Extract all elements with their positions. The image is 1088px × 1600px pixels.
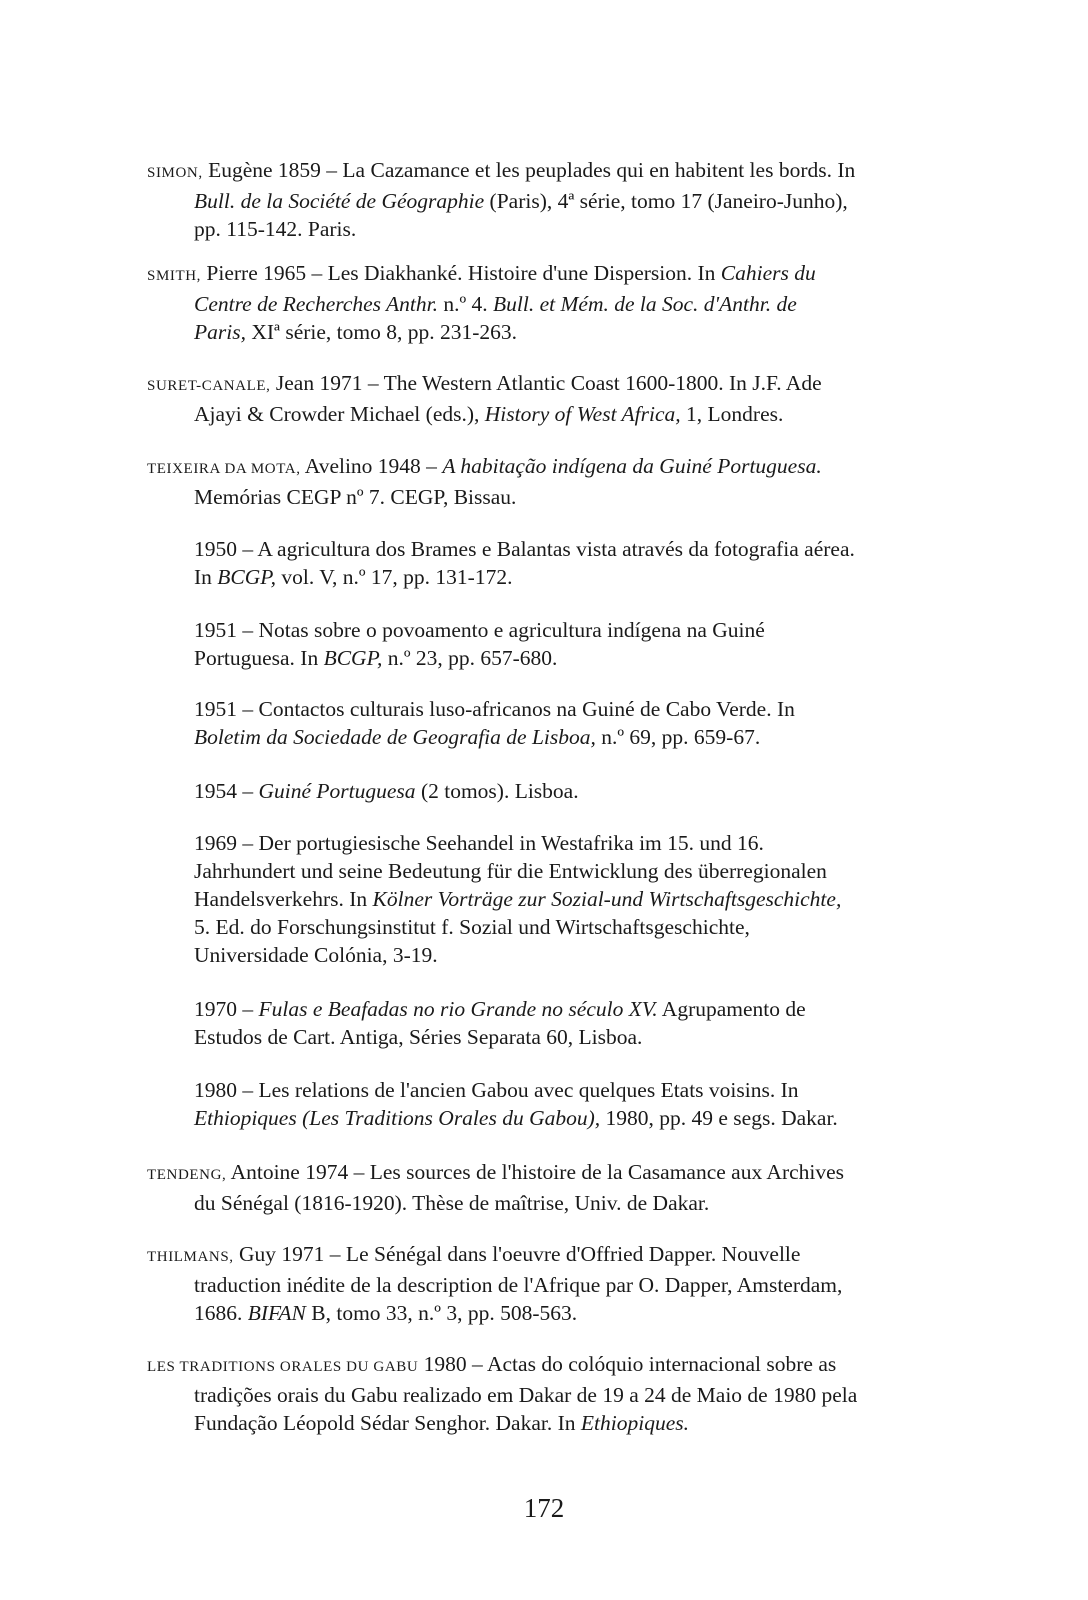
entry-line: traduction inédite de la description de l'Afrique par O. Dapper, Amsterdam, xyxy=(194,1273,843,1297)
bib-entry-simon xyxy=(147,156,957,243)
entry-line: Estudos de Cart. Antiga, Séries Separata 60, Lisboa. xyxy=(194,1025,643,1049)
entry-line: Centre de Recherches Anthr. n.º 4. Bull. et Mém. de la Soc. d'Anthr. de xyxy=(194,292,797,316)
entry-line: Memórias CEGP nº 7. CEGP, Bissau. xyxy=(194,485,517,509)
entry-line: LES TRADITIONS ORALES DU GABU 1980 – Actas do colóquio internacional sobre as xyxy=(147,1352,837,1376)
author-name: TENDENG, xyxy=(147,1167,227,1183)
entry-line: Fundação Léopold Sédar Senghor. Dakar. In Ethiopiques. xyxy=(194,1411,689,1435)
entry-line: Handelsverkehrs. In Kölner Vorträge zur Sozial-und Wirtschaftsgeschichte, xyxy=(194,887,842,911)
entry-line: 1954 – Guiné Portuguesa (2 tomos). Lisboa. xyxy=(194,779,579,803)
entry-line: du Sénégal (1816-1920). Thèse de maîtrise, Univ. de Dakar. xyxy=(194,1191,710,1215)
entry-line: 1980 – Les relations de l'ancien Gabou avec quelques Etats voisins. In xyxy=(194,1078,799,1102)
bib-subentry-1969 xyxy=(194,829,957,969)
bib-subentry-1980 xyxy=(194,1076,957,1132)
entry-line: Paris, XIª série, tomo 8, pp. 231-263. xyxy=(194,320,518,344)
bib-subentry-1950 xyxy=(194,535,957,591)
entry-line: 1950 – A agricultura dos Brames e Balantas vista através da fotografia aérea. xyxy=(194,537,855,561)
page-number: 172 xyxy=(523,1493,565,1523)
entry-line: SIMON, Eugène 1859 – La Cazamance et les peuplades qui en habitent les bords. In xyxy=(147,158,856,182)
entry-line: THILMANS, Guy 1971 – Le Sénégal dans l'oeuvre d'Offried Dapper. Nouvelle xyxy=(147,1242,801,1266)
author-name: SURET-CANALE, xyxy=(147,378,271,394)
entry-line: Boletim da Sociedade de Geografia de Lisboa, n.º 69, pp. 659-67. xyxy=(194,725,761,749)
entry-line: In BCGP, vol. V, n.º 17, pp. 131-172. xyxy=(194,565,513,589)
entry-line: pp. 115-142. Paris. xyxy=(194,217,357,241)
entry-line: Portuguesa. In BCGP, n.º 23, pp. 657-680. xyxy=(194,646,558,670)
entry-line: TEIXEIRA DA MOTA, Avelino 1948 – A habitação indígena da Guiné Portuguesa. xyxy=(147,454,822,478)
author-name: THILMANS, xyxy=(147,1249,234,1265)
bib-subentry-1970 xyxy=(194,995,957,1051)
bib-entry-tendeng xyxy=(147,1158,957,1217)
entry-line: Jahrhundert und seine Bedeutung für die Entwicklung des überregionalen xyxy=(194,859,827,883)
bib-subentry-1951a xyxy=(194,616,957,672)
bib-entry-traditions-orales xyxy=(147,1350,957,1437)
bib-entry-teixeira-da-mota xyxy=(147,452,957,511)
entry-line: tradições orais du Gabu realizado em Dakar de 19 a 24 de Maio de 1980 pela xyxy=(194,1383,858,1407)
entry-line: 1951 – Contactos culturais luso-africanos na Guiné de Cabo Verde. In xyxy=(194,697,795,721)
entry-line: Ajayi & Crowder Michael (eds.), History of West Africa, 1, Londres. xyxy=(194,402,784,426)
bib-subentry-1954 xyxy=(194,777,957,805)
author-name: TEIXEIRA DA MOTA, xyxy=(147,461,301,477)
entry-line: Ethiopiques (Les Traditions Orales du Gabou), 1980, pp. 49 e segs. Dakar. xyxy=(194,1106,838,1130)
author-name: LES TRADITIONS ORALES DU GABU xyxy=(147,1359,419,1375)
bib-entry-thilmans xyxy=(147,1240,957,1327)
entry-line: SMITH, Pierre 1965 – Les Diakhanké. Histoire d'une Dispersion. In Cahiers du xyxy=(147,261,816,285)
entry-line: 1686. BIFAN B, tomo 33, n.º 3, pp. 508-563. xyxy=(194,1301,578,1325)
entry-line: Bull. de la Société de Géographie (Paris), 4ª série, tomo 17 (Janeiro-Junho), xyxy=(194,189,848,213)
entry-line: Universidade Colónia, 3-19. xyxy=(194,943,438,967)
author-name: SIMON, xyxy=(147,165,203,181)
bib-entry-suret-canale xyxy=(147,369,957,428)
bib-entry-smith xyxy=(147,259,957,346)
entry-line: 1969 – Der portugiesische Seehandel in Westafrika im 15. und 16. xyxy=(194,831,764,855)
entry-line: 1970 – Fulas e Beafadas no rio Grande no século XV. Agrupamento de xyxy=(194,997,806,1021)
entry-line: 1951 – Notas sobre o povoamento e agricultura indígena na Guiné xyxy=(194,618,765,642)
entry-line: TENDENG, Antoine 1974 – Les sources de l'histoire de la Casamance aux Archives xyxy=(147,1160,845,1184)
entry-line: 5. Ed. do Forschungsinstitut f. Sozial und Wirtschaftsgeschichte, xyxy=(194,915,750,939)
bib-subentry-1951b xyxy=(194,695,957,751)
author-name: SMITH, xyxy=(147,268,202,284)
entry-line: SURET-CANALE, Jean 1971 – The Western Atlantic Coast 1600-1800. In J.F. Ade xyxy=(147,371,822,395)
